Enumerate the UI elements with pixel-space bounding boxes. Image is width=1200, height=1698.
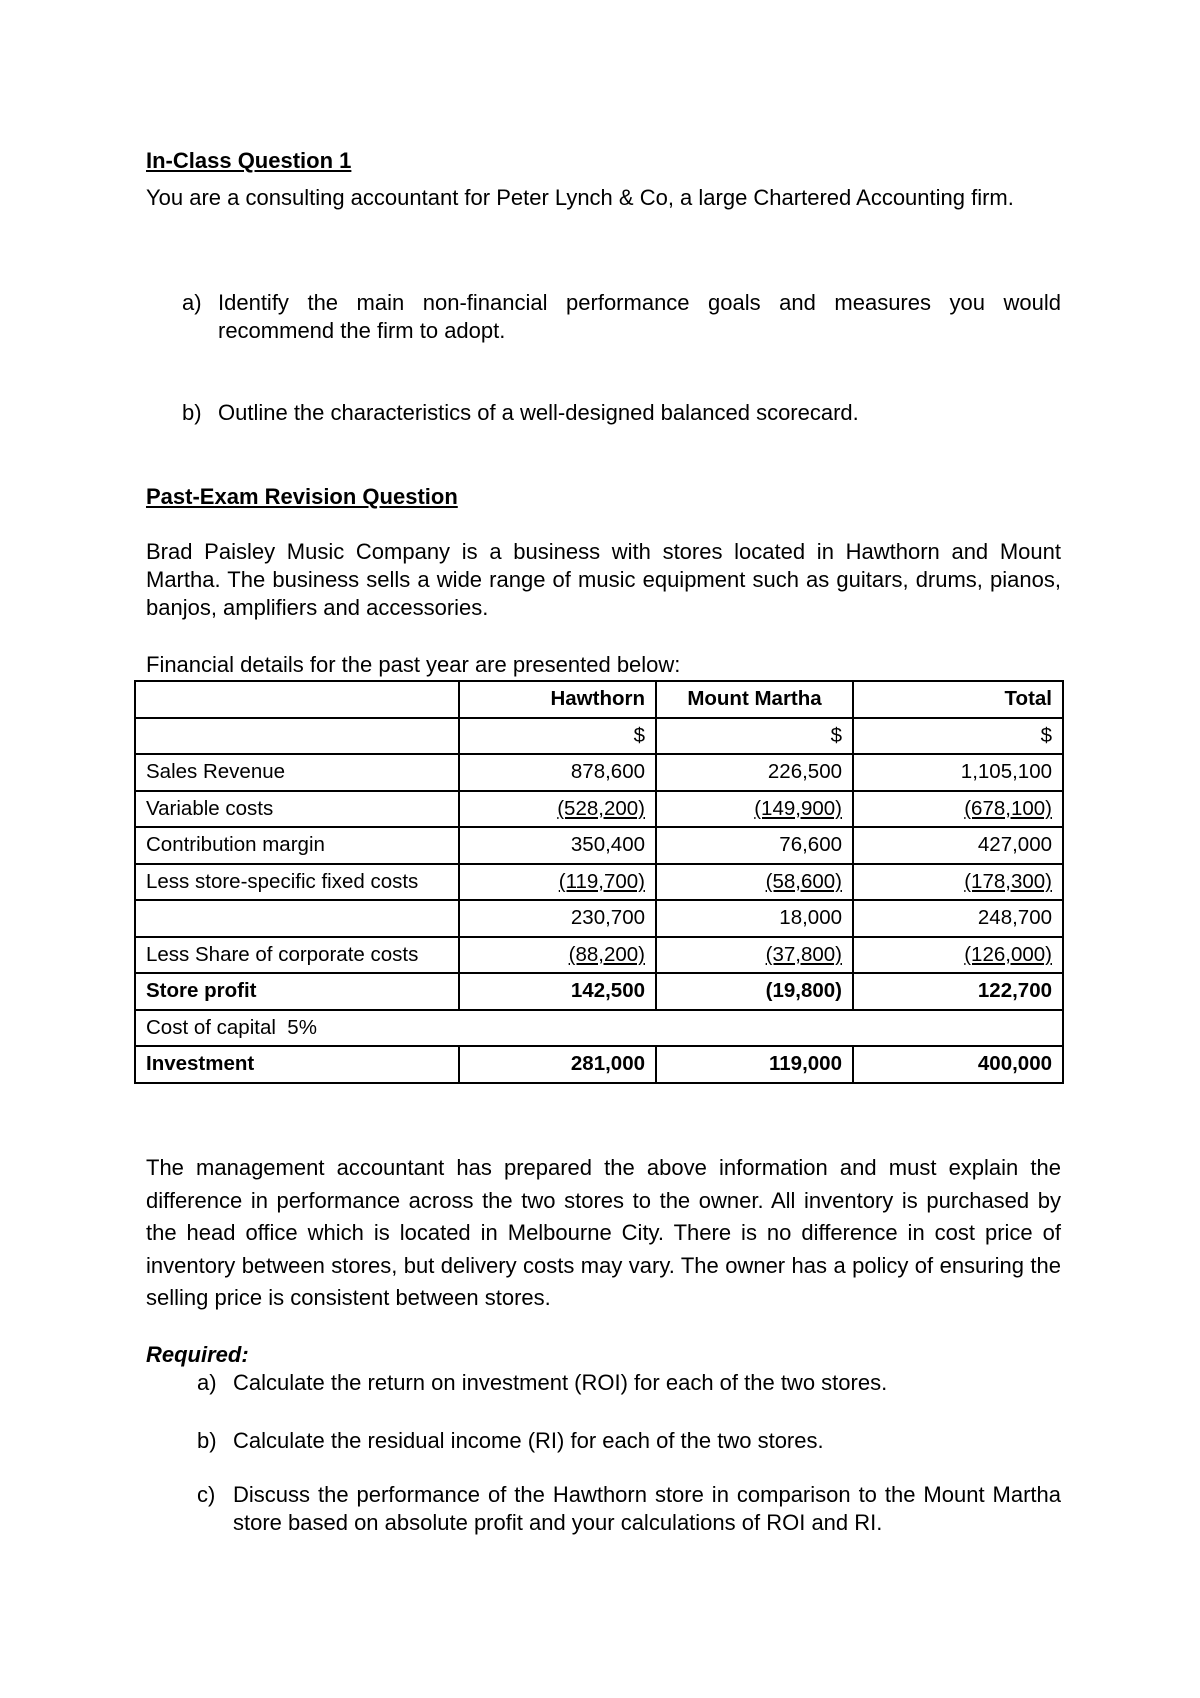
table-row: [135, 900, 1063, 937]
header-cell-hawthorn: Hawthorn: [459, 681, 656, 718]
q1-item-b-marker: b): [182, 400, 202, 425]
row-label: Contribution margin: [135, 827, 459, 864]
row-value-hawthorn: 142,500: [459, 973, 656, 1010]
cost-of-capital-row: [135, 1010, 1063, 1047]
row-value-mount-martha: (19,800): [656, 973, 853, 1010]
row-value-hawthorn: 878,600: [459, 754, 656, 791]
row-label: Less Share of corporate costs: [135, 937, 459, 974]
row-value-hawthorn: (528,200): [557, 796, 645, 820]
revision-heading: Past-Exam Revision Question: [146, 484, 458, 509]
currency-cell-mount-martha: $: [656, 718, 853, 755]
q1-intro: You are a consulting accountant for Peter Lynch & Co, a large Chartered Accounting firm.: [146, 185, 1014, 210]
row-value-total: 248,700: [853, 900, 1063, 937]
explanation-paragraph: The management accountant has prepared the above information and must explain the difference in performance across the two stores to the owner. All inventory is purchased by the head office which is located in Melbourne City. There is no difference in cost price of inventory between stores, but delivery costs may vary. The owner has a policy of ensuring the selling price is consistent between stores.: [146, 1155, 1061, 1310]
required-item-a-marker: a): [197, 1370, 217, 1395]
row-value-total: (178,300): [964, 869, 1052, 893]
revision-intro: Brad Paisley Music Company is a business with stores located in Hawthorn and Mount Martha. The business sells a wide range of music equipment such as guitars, drums, pianos, banjos, amplifiers and accessories.: [146, 539, 1061, 620]
header-cell-total: Total: [853, 681, 1063, 718]
row-value-total: (126,000): [964, 942, 1052, 966]
required-item-b-marker: b): [197, 1428, 217, 1453]
row-value-hawthorn: 350,400: [459, 827, 656, 864]
investment-hawthorn: 281,000: [459, 1046, 656, 1083]
q1-item-b-text: Outline the characteristics of a well-designed balanced scorecard.: [218, 400, 859, 425]
row-value-hawthorn: (119,700): [558, 869, 645, 893]
store-profit-row: [135, 973, 1063, 1010]
cost-of-capital-cell: Cost of capital 5%: [135, 1010, 1063, 1047]
row-label: Store profit: [135, 973, 459, 1010]
q1-item-a-marker: a): [182, 290, 202, 315]
row-value-total: 122,700: [853, 973, 1063, 1010]
row-value-total: 1,105,100: [853, 754, 1063, 791]
header-cell-label: [135, 681, 459, 718]
table-row: [135, 791, 1063, 828]
table-header-row: [135, 681, 1063, 718]
row-label: Variable costs: [135, 791, 459, 828]
row-label: Sales Revenue: [135, 754, 459, 791]
row-label: [135, 900, 459, 937]
table-row: [135, 827, 1063, 864]
required-item-c-text: Discuss the performance of the Hawthorn store in comparison to the Mount Martha store based on absolute profit and your calculations of ROI and RI.: [233, 1482, 1061, 1535]
row-value-mount-martha: (149,900): [754, 796, 842, 820]
financial-table: [134, 680, 1064, 1084]
currency-cell-label: [135, 718, 459, 755]
q1-item-a-text: Identify the main non-financial performance goals and measures you would recommend the firm to adopt.: [218, 290, 1061, 343]
row-value-hawthorn: 230,700: [459, 900, 656, 937]
required-item-a-text: Calculate the return on investment (ROI) for each of the two stores.: [233, 1370, 888, 1395]
q1-heading: In-Class Question 1: [146, 148, 352, 173]
investment-label: Investment: [135, 1046, 459, 1083]
table-row: [135, 864, 1063, 901]
table-row: [135, 754, 1063, 791]
currency-cell-hawthorn: $: [459, 718, 656, 755]
row-value-total: 427,000: [853, 827, 1063, 864]
investment-mount-martha: 119,000: [656, 1046, 853, 1083]
table-row: [135, 937, 1063, 974]
header-cell-mount-martha: Mount Martha: [656, 681, 853, 718]
required-item-b-text: Calculate the residual income (RI) for each of the two stores.: [233, 1428, 824, 1453]
row-value-total: (678,100): [964, 796, 1052, 820]
table-caption: Financial details for the past year are presented below:: [146, 652, 681, 677]
currency-cell-total: $: [853, 718, 1063, 755]
row-label: Less store-specific fixed costs: [135, 864, 459, 901]
investment-row: [135, 1046, 1063, 1083]
row-value-mount-martha: 226,500: [656, 754, 853, 791]
row-value-mount-martha: 18,000: [656, 900, 853, 937]
investment-total: 400,000: [853, 1046, 1063, 1083]
row-value-mount-martha: 76,600: [656, 827, 853, 864]
required-item-c-marker: c): [197, 1482, 216, 1507]
required-label: Required:: [146, 1342, 249, 1367]
row-value-mount-martha: (58,600): [765, 869, 842, 893]
row-value-mount-martha: (37,800): [765, 942, 842, 966]
currency-row: [135, 718, 1063, 755]
row-value-hawthorn: (88,200): [568, 942, 645, 966]
